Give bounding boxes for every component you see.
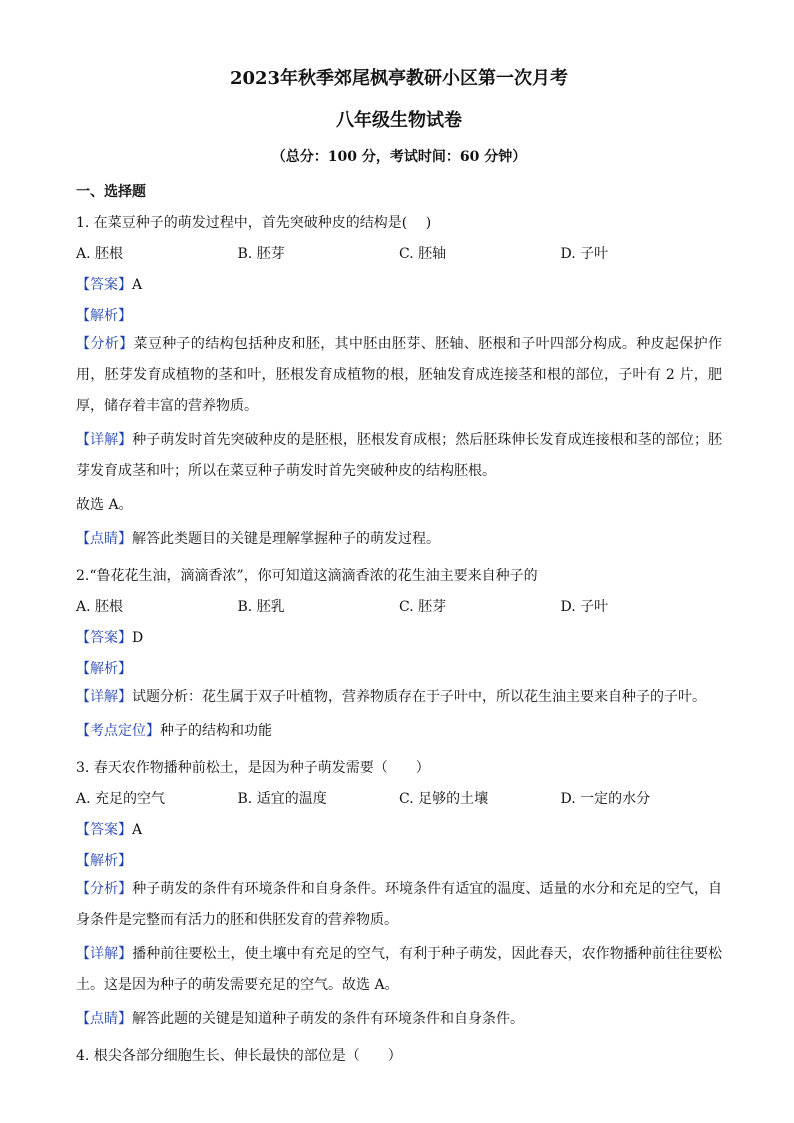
analysis-heading: 【解析】 bbox=[76, 661, 132, 677]
option-b: B. 胚芽 bbox=[237, 246, 285, 262]
point-paragraph: 【点睛】解答此类题目的关键是理解掌握种子的萌发过程。 bbox=[76, 531, 440, 547]
exam-page bbox=[76, 60, 722, 1066]
question-3-stem: 3. 春天农作物播种前松土，是因为种子萌发需要（ ） bbox=[76, 760, 430, 776]
question-3-options bbox=[76, 789, 722, 809]
question-1-stem: 1. 在菜豆种子的萌发过程中，首先突破种皮的结构是( ) bbox=[76, 215, 432, 231]
answer-value: A bbox=[132, 277, 143, 293]
option-a: A. 充足的空气 bbox=[76, 791, 166, 807]
question-4-stem: 4. 根尖各部分细胞生长、伸长最快的部位是（ ） bbox=[76, 1048, 402, 1064]
option-c: C. 胚芽 bbox=[399, 599, 447, 615]
detail-paragraph: 【详解】试题分析：花生属于双子叶植物，营养物质存在于子叶中，所以花生油主要来自种子的子叶。 bbox=[76, 689, 706, 705]
option-d: D. 一定的水分 bbox=[560, 791, 651, 807]
option-a: A. 胚根 bbox=[76, 599, 124, 615]
option-c: C. 胚轴 bbox=[399, 246, 447, 262]
exam-info: （总分：100 分，考试时间：60 分钟） bbox=[271, 149, 527, 165]
analysis-paragraph: 【分析】菜豆种子的结构包括种皮和胚，其中胚由胚芽、胚轴、胚根和子叶四部分构成。种皮起保护作用，胚芽发育成植物的茎和叶，胚根发育成植物的根，胚轴发育成连接茎和根的部位，子叶有 2 片，肥厚，储存着丰富的营养物质。 bbox=[76, 336, 723, 414]
option-d: D. 子叶 bbox=[560, 599, 609, 615]
analysis-heading: 【解析】 bbox=[76, 853, 132, 869]
kaodian-paragraph: 【考点定位】种子的结构和功能 bbox=[76, 723, 272, 739]
option-a: A. 胚根 bbox=[76, 246, 124, 262]
question-2-options bbox=[76, 597, 722, 617]
detail-paragraph: 【详解】播种前往要松土，使土壤中有充足的空气，有利于种子萌发，因此春天，农作物播种前往往要松土。这是因为种子的萌发需要充足的空气。故选 A。 bbox=[76, 946, 723, 993]
detail-paragraph: 【详解】种子萌发时首先突破种皮的是胚根，胚根发育成根；然后胚珠伸长发育成连接根和茎的部位；胚芽发育成茎和叶；所以在菜豆种子萌发时首先突破种皮的结构胚根。 bbox=[76, 432, 723, 479]
answer-tag: 【答案】 bbox=[76, 822, 132, 838]
analysis-heading: 【解析】 bbox=[76, 308, 132, 324]
question-2-stem: 2.“鲁花花生油，滴滴香浓”，你可知道这滴滴香浓的花生油主要来自种子的 bbox=[76, 568, 538, 584]
answer-value: A bbox=[132, 822, 143, 838]
option-d: D. 子叶 bbox=[560, 246, 609, 262]
option-b: B. 适宜的温度 bbox=[237, 791, 327, 807]
exam-subtitle: 八年级生物试卷 bbox=[336, 110, 462, 131]
answer-tag: 【答案】 bbox=[76, 277, 132, 293]
answer-line bbox=[76, 820, 722, 840]
answer-line bbox=[76, 275, 722, 295]
option-c: C. 足够的土壤 bbox=[399, 791, 489, 807]
answer-value: D bbox=[132, 630, 144, 646]
question-1-options bbox=[76, 244, 722, 264]
answer-line bbox=[76, 628, 722, 648]
option-b: B. 胚乳 bbox=[237, 599, 285, 615]
answer-tag: 【答案】 bbox=[76, 630, 132, 646]
analysis-paragraph: 【分析】种子萌发的条件有环境条件和自身条件。环境条件有适宜的温度、适量的水分和充足的空气，自身条件是完整而有活力的胚和供胚发育的营养物质。 bbox=[76, 881, 723, 928]
point-paragraph: 【点睛】解答此题的关键是知道种子萌发的条件有环境条件和自身条件。 bbox=[76, 1011, 524, 1027]
section-heading: 一、选择题 bbox=[76, 184, 146, 200]
exam-title: 2023年秋季郊尾枫亭教研小区第一次月考 bbox=[229, 68, 569, 89]
conclusion-line: 故选 A。 bbox=[76, 497, 133, 513]
